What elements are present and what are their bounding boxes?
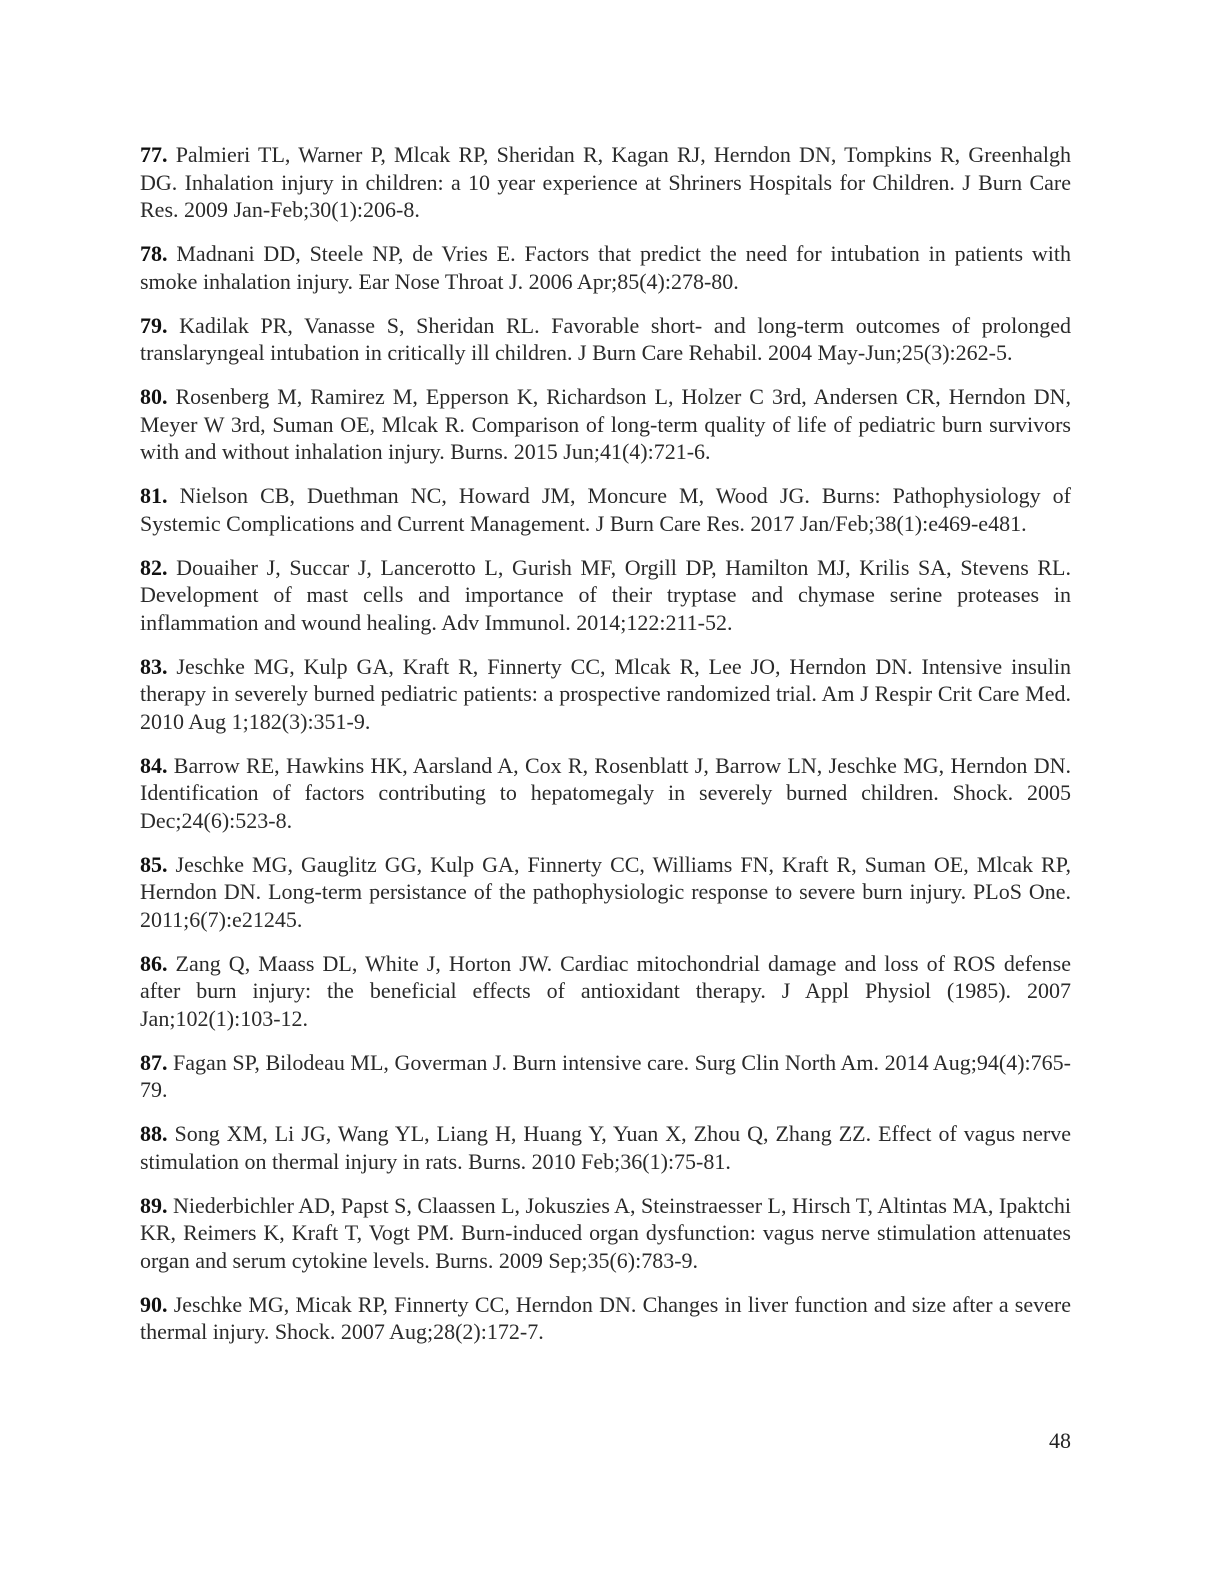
reference-number: 83. [140, 653, 168, 679]
reference-number: 90. [140, 1291, 168, 1317]
reference-number: 81. [140, 483, 168, 508]
reference-83 [140, 653, 1071, 736]
reference-85 [140, 851, 1071, 934]
reference-80 [140, 383, 1071, 466]
reference-89 [140, 1192, 1071, 1275]
reference-text: Nielson CB, Duethman NC, Howard JM, Moncure M, Wood JG. Burns: Pathophysiology of Systemic Complications and Current Management. J Burn Care Res. 2017 Jan/Feb;38(1):e469-e481. [140, 483, 1071, 536]
reference-list [140, 141, 1071, 1362]
reference-number: 88. [140, 1121, 168, 1146]
reference-text: Fagan SP, Bilodeau ML, Goverman J. Burn intensive care. Surg Clin North Am. 2014 Aug;94(4):765-79. [140, 1049, 1071, 1102]
reference-90 [140, 1291, 1071, 1346]
reference-86 [140, 950, 1071, 1033]
reference-text: Zang Q, Maass DL, White J, Horton JW. Cardiac mitochondrial damage and loss of ROS defense after burn injury: the beneficial effects of antioxidant therapy. J Appl Physiol (1985). 2007 Jan;102(1):103-12. [140, 950, 1071, 1031]
reference-82 [140, 554, 1071, 637]
reference-number: 82. [140, 554, 168, 580]
reference-number: 87. [140, 1049, 168, 1075]
reference-text: Rosenberg M, Ramirez M, Epperson K, Richardson L, Holzer C 3rd, Andersen CR, Herndon DN, Meyer W 3rd, Suman OE, Mlcak R. Comparison of long-term quality of life of pediatric burn survivors with and without inhalation injury. Burns. 2015 Jun;41(4):721-6. [140, 384, 1071, 464]
reference-84 [140, 752, 1071, 835]
reference-text: Kadilak PR, Vanasse S, Sheridan RL. Favorable short- and long-term outcomes of prolonged translaryngeal intubation in critically ill children. J Burn Care Rehabil. 2004 May-Jun;25(3):262-5. [140, 312, 1071, 365]
reference-text: Madnani DD, Steele NP, de Vries E. Factors that predict the need for intubation in patients with smoke inhalation injury. Ear Nose Throat J. 2006 Apr;85(4):278-80. [140, 241, 1071, 294]
reference-number: 84. [140, 752, 168, 778]
reference-text: Jeschke MG, Micak RP, Finnerty CC, Herndon DN. Changes in liver function and size after a severe thermal injury. Shock. 2007 Aug;28(2):172-7. [140, 1291, 1071, 1344]
reference-number: 78. [140, 241, 168, 266]
reference-number: 86. [140, 950, 168, 976]
reference-text: Douaiher J, Succar J, Lancerotto L, Gurish MF, Orgill DP, Hamilton MJ, Krilis SA, Stevens RL. Development of mast cells and importance of their tryptase and chymase serine proteases in inflammation and wound healing. Adv Immunol. 2014;122:211-52. [140, 554, 1071, 635]
reference-87 [140, 1049, 1071, 1104]
reference-text: Palmieri TL, Warner P, Mlcak RP, Sheridan R, Kagan RJ, Herndon DN, Tompkins R, Greenhalgh DG. Inhalation injury in children: a 10 year experience at Shriners Hospitals for Children. J Burn Care Res. 2009 Jan-Feb;30(1):206-8. [140, 142, 1071, 222]
reference-number: 79. [140, 312, 168, 338]
reference-88 [140, 1120, 1071, 1175]
reference-77 [140, 141, 1071, 224]
reference-number: 80. [140, 384, 168, 409]
reference-79 [140, 312, 1071, 367]
reference-number: 85. [140, 851, 168, 877]
reference-text: Niederbichler AD, Papst S, Claassen L, Jokuszies A, Steinstraesser L, Hirsch T, Altintas MA, Ipaktchi KR, Reimers K, Kraft T, Vogt PM. Burn-induced organ dysfunction: vagus nerve stimulation attenuates organ and serum cytokine levels. Burns. 2009 Sep;35(6):783-9. [140, 1192, 1071, 1273]
reference-text: Song XM, Li JG, Wang YL, Liang H, Huang Y, Yuan X, Zhou Q, Zhang ZZ. Effect of vagus nerve stimulation on thermal injury in rats. Burns. 2010 Feb;36(1):75-81. [140, 1121, 1071, 1174]
reference-text: Jeschke MG, Gauglitz GG, Kulp GA, Finnerty CC, Williams FN, Kraft R, Suman OE, Mlcak RP, Herndon DN. Long-term persistance of the pathophysiologic response to severe burn injury. PLoS One. 2011;6(7):e21245. [140, 851, 1071, 932]
reference-text: Jeschke MG, Kulp GA, Kraft R, Finnerty CC, Mlcak R, Lee JO, Herndon DN. Intensive insulin therapy in severely burned pediatric patients: a prospective randomized trial. Am J Respir Crit Care Med. 2010 Aug 1;182(3):351-9. [140, 653, 1071, 734]
reference-81 [140, 482, 1071, 537]
reference-number: 89. [140, 1192, 168, 1218]
reference-text: Barrow RE, Hawkins HK, Aarsland A, Cox R, Rosenblatt J, Barrow LN, Jeschke MG, Herndon DN. Identification of factors contributing to hepatomegaly in severely burned children. Shock. 2005 Dec;24(6):523-8. [140, 752, 1071, 833]
page-number: 48 [1049, 1428, 1071, 1453]
reference-number: 77. [140, 142, 168, 167]
reference-78 [140, 240, 1071, 295]
